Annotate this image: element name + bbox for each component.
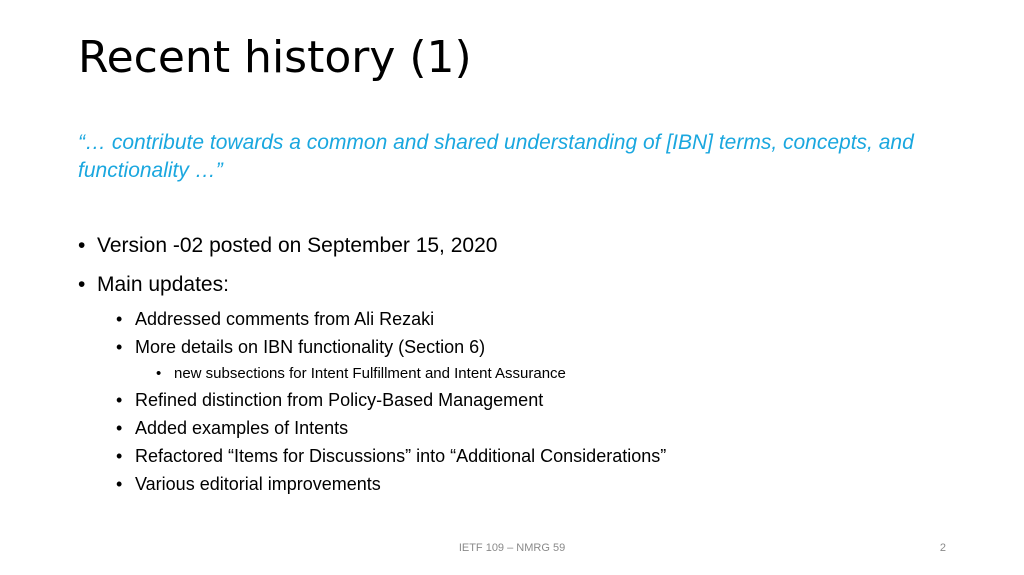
update-item: • Added examples of Intents (116, 416, 958, 440)
page-number: 2 (939, 542, 946, 554)
bullet-list (78, 232, 958, 500)
update-item: • Refactored “Items for Discussions” into “Additional Considerations” (116, 444, 958, 468)
update-item: • Addressed comments from Ali Rezaki (116, 307, 958, 331)
update-item: • Various editorial improvements (116, 472, 958, 496)
quote-text: “… contribute towards a common and shared understanding of [IBN] terms, concepts, and functionality …” (78, 131, 914, 182)
sub-update-item: • new subsections for Intent Fulfillment and Intent Assurance (156, 363, 958, 384)
slide-title: Recent history (1) (78, 32, 472, 83)
bullet-main-updates: • Main updates: (78, 271, 958, 299)
update-item: • More details on IBN functionality (Section 6) (116, 335, 958, 359)
update-item: • Refined distinction from Policy-Based Management (116, 388, 958, 412)
slide-footer: IETF 109 – NMRG 59 (458, 542, 566, 554)
bullet-version: • Version -02 posted on September 15, 2020 (78, 232, 958, 260)
